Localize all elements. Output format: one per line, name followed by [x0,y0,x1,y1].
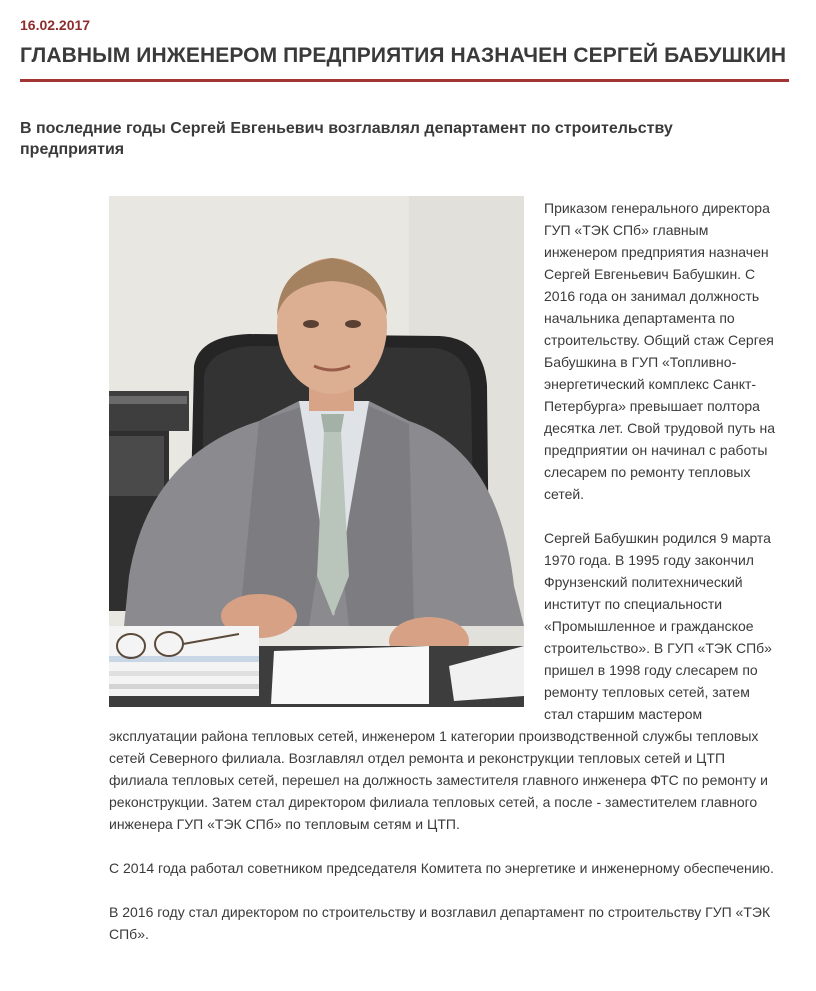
title-divider [20,79,789,82]
article-paragraph: Приказом генерального директора ГУП «ТЭК СПб» главным инженером предприятия назначен Сергей Евгеньевич Бабушкин. С 2016 года он занимал должность начальника департамента по строительству. Общий стаж Сергея Бабушкина в ГУП «Топливно-энергетический комплекс Санкт-Петербурга» превышает полтора десятка лет. Свой трудовой путь на предприятии он начинал с работы слесарем по ремонту тепловых сетей. [544,200,776,502]
portrait-photo [109,196,524,707]
page-title: ГЛАВНЫМ ИНЖЕНЕРОМ ПРЕДПРИЯТИЯ НАЗНАЧЕН СЕРГЕЙ БАБУШКИН [20,44,787,67]
article-paragraph: Сергей Бабушкин родился 9 марта 1970 года. В 1995 году закончил Фрунзенский политехнический институт по специальности «Промышленное и гражданское строительство». В ГУП «ТЭК СПб» пришел в 1998 году слесарем по ремонту тепловых сетей, затем стал старшим мастером эксплуатации района тепловых сетей, инженером 1 категории производственной службы тепловых сетей Северного филиала. Возглавлял отдел ремонта и реконструкции тепловых сетей и ЦТП филиала тепловых сетей, перешел на должность заместителя главного инженера ФТС по ремонту и реконструкции. Затем стал директором филиала тепловых сетей, а после - заместителем главного инженера ГУП «ТЭК СПб» по тепловым сетям и ЦТП. [109,530,772,832]
publication-date: 16.02.2017 [20,17,91,33]
article-body [109,196,779,967]
article-paragraph: С 2014 года работал советником председателя Комитета по энергетике и инженерному обеспечению. [109,860,774,876]
article-lead: В последние годы Сергей Евгеньевич возглавлял департамент по строительству предприятия [20,120,673,158]
article-paragraph: В 2016 году стал директором по строительству и возглавил департамент по строительству ГУП «ТЭК СПб». [109,904,771,942]
